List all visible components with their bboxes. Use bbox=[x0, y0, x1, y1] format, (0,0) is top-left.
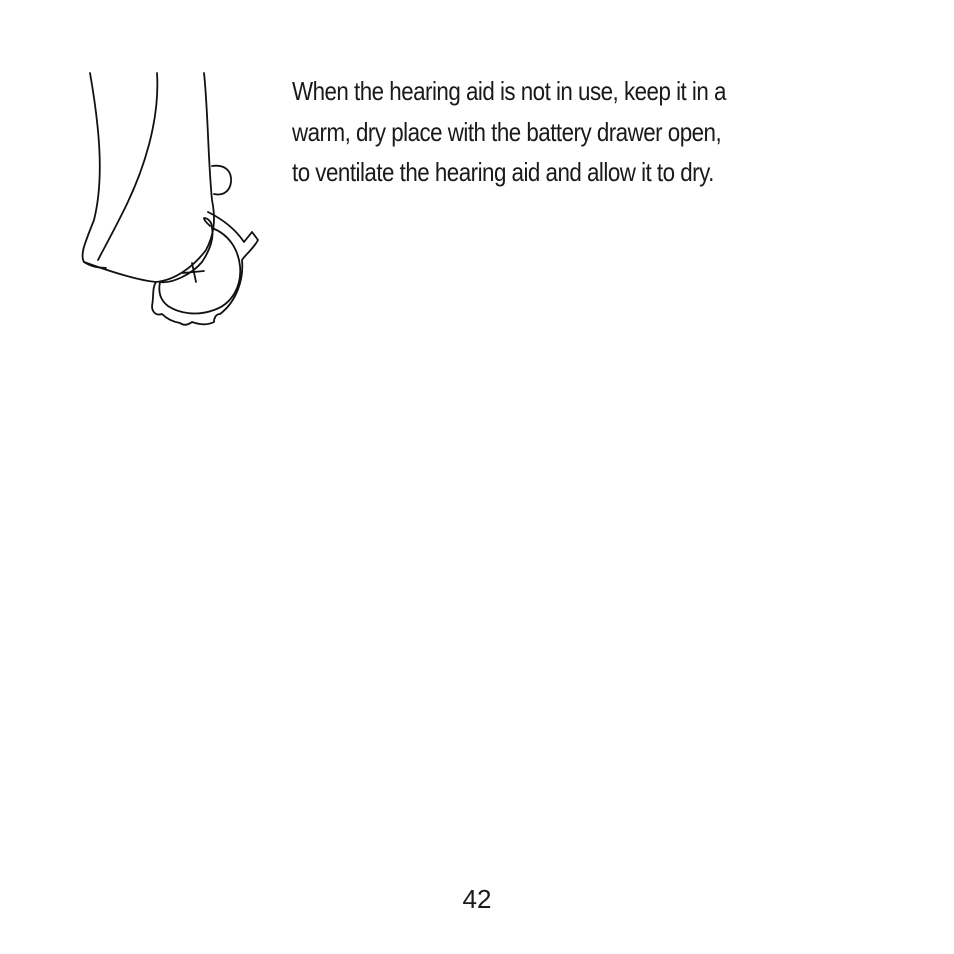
page-number: 42 bbox=[462, 884, 492, 914]
instruction-paragraph: When the hearing aid is not in use, keep it in a warm, dry place with the battery drawer open, to ventilate the hearing aid and allow it to dry. bbox=[292, 76, 726, 187]
push-button bbox=[212, 166, 231, 195]
hearing-aid-highlight bbox=[98, 73, 157, 260]
hearing-aid-illustration bbox=[76, 70, 266, 332]
battery-drawer bbox=[152, 212, 258, 325]
hearing-aid-drawing bbox=[76, 70, 266, 332]
